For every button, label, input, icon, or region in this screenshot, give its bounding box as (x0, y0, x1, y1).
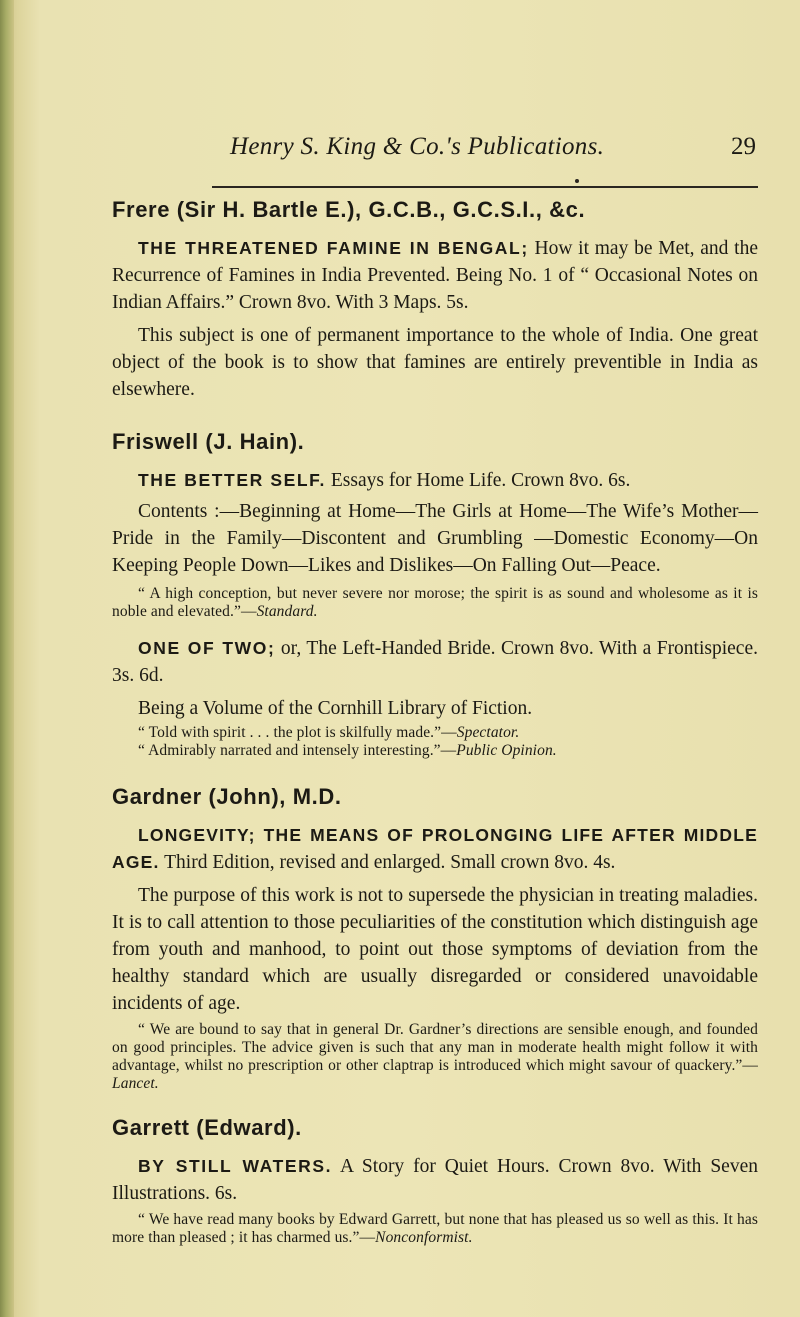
book-listing (112, 635, 758, 689)
entry-friswell (112, 427, 758, 760)
header-rule-ornament (575, 179, 579, 183)
page-binding-edge (0, 0, 14, 1317)
book-title: ONE OF TWO; (138, 638, 276, 658)
entry-frere (112, 195, 758, 403)
book-description: This subject is one of permanent importance to the whole of India. One great object of the book is to show that famines are entirely preventible in India as elsewhere. (112, 325, 758, 400)
book-details: How it may be Met, and the Recurrence of Famines in India Prevented. Being No. 1 of “ Occasional Notes on Indian Affairs.” Crown 8vo. With 3 Maps. 5s. (112, 238, 758, 313)
quote-text: “ Told with spirit . . . the plot is skilfully made.”— (138, 724, 457, 741)
quote-text: “ We have read many books by Edward Garrett, but none that has pleased us so well as this. It has more than pleased ; it has charmed us.”— (112, 1211, 758, 1246)
book-contents (112, 498, 758, 579)
catalogue-content (112, 195, 758, 1247)
review-quote (112, 585, 758, 621)
page-number: 29 (731, 133, 756, 160)
entry-garrett (112, 1113, 758, 1247)
review-quote (112, 742, 758, 760)
library-note: Being a Volume of the Cornhill Library of Fiction. (138, 698, 533, 719)
author-heading: Gardner (John), M.D. (112, 784, 342, 809)
header-rule (212, 186, 758, 188)
book-title: LONGEVITY; THE MEANS OF PROLONGING LIFE AFTER MIDDLE AGE. (112, 825, 758, 872)
author-heading: Friswell (J. Hain). (112, 429, 305, 454)
page-header (0, 127, 800, 167)
book-title: BY STILL WATERS. (138, 1156, 333, 1176)
book-title: THE BETTER SELF. (138, 470, 326, 490)
book-details: or, The Left-Handed Bride. Crown 8vo. With a Frontispiece. 3s. 6d. (112, 638, 758, 686)
book-listing (112, 467, 758, 494)
running-title: Henry S. King & Co.'s Publications. (230, 133, 605, 160)
contents-text: Contents :—Beginning at Home—The Girls at Home—The Wife’s Mother—Pride in the Family—Discontent and Grumbling —Domestic Economy—On Keeping People Down—Likes and Dislikes—On Falling Out—Peace. (112, 501, 758, 576)
quote-text: “ Admirably narrated and intensely interesting.”— (138, 742, 457, 759)
author-heading: Garrett (Edward). (112, 1115, 302, 1140)
quote-source: Nonconformist. (375, 1229, 473, 1246)
book-listing (112, 1153, 758, 1207)
quote-source: Spectator. (456, 724, 520, 741)
book-title: THE THREATENED FAMINE IN BENGAL; (138, 238, 529, 258)
review-quote (112, 724, 758, 742)
book-listing (112, 235, 758, 316)
book-details: A Story for Quiet Hours. Crown 8vo. With Seven Illustrations. 6s. (112, 1156, 758, 1204)
review-quote (112, 1021, 758, 1093)
quote-text: “ A high conception, but never severe nor morose; the spirit is as sound and wholesome as it is noble and elevated.”— (112, 585, 758, 620)
review-quote (112, 1211, 758, 1247)
book-details: Essays for Home Life. Crown 8vo. 6s. (325, 470, 631, 491)
book-details: Third Edition, revised and enlarged. Small crown 8vo. 4s. (159, 852, 616, 873)
quote-source: Lancet. (112, 1075, 159, 1092)
quote-source: Public Opinion. (456, 742, 557, 759)
book-listing (112, 822, 758, 876)
quote-source: Standard. (256, 603, 318, 620)
author-heading: Frere (Sir H. Bartle E.), G.C.B., G.C.S.I., &c. (112, 197, 586, 222)
book-description: The purpose of this work is not to supersede the physician in treating maladies. It is to call attention to those peculiarities of the constitution which distinguish age from youth and manhood, to point out those symptoms of deviation from the healthy standard which are usually disregarded or considered unavoidable incidents of age. (112, 885, 758, 1014)
quote-text: “ We are bound to say that in general Dr. Gardner’s directions are sensible enough, and founded on good principles. The advice given is such that any man in moderate health might follow it with advantage, whilst no prescription or other claptrap is introduced which might savour of quackery.”— (112, 1021, 758, 1074)
entry-gardner (112, 782, 758, 1093)
